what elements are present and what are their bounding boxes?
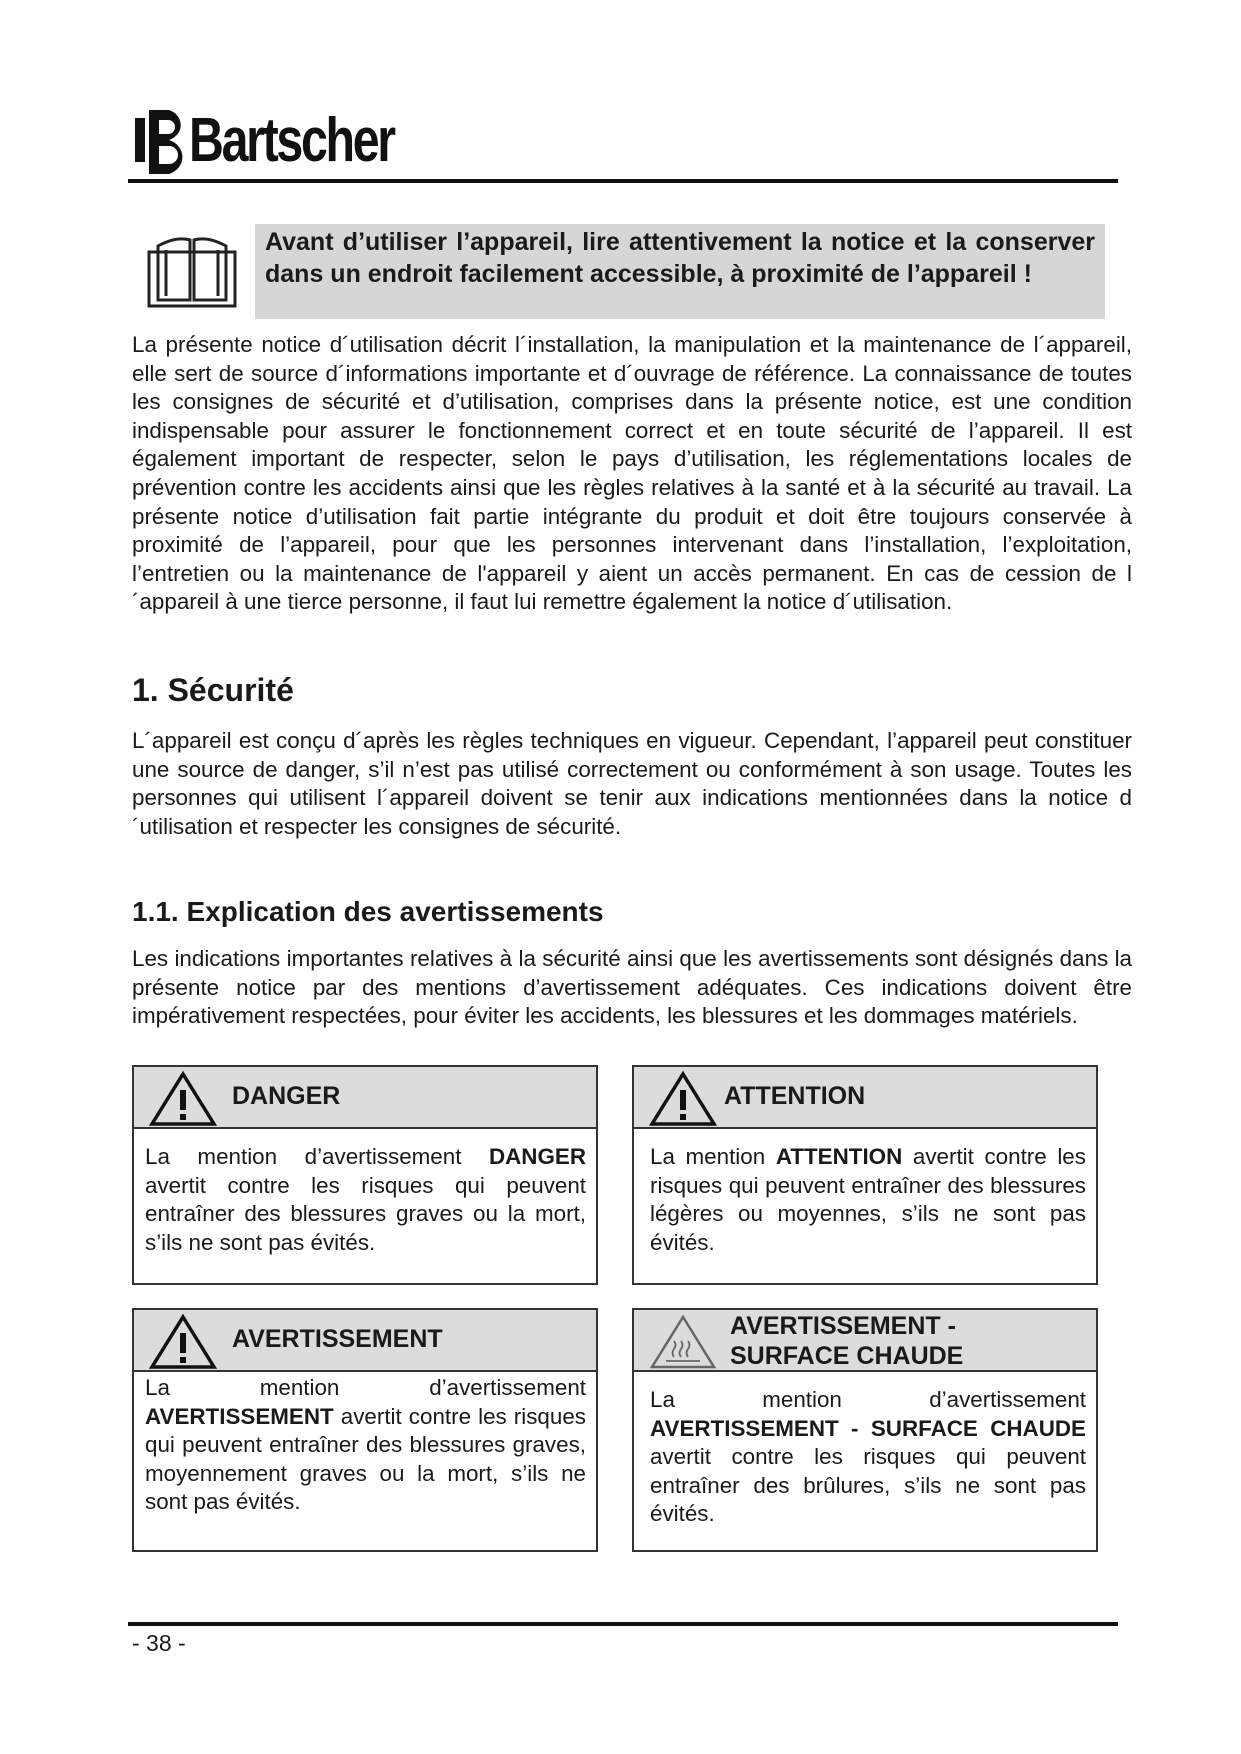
surface-chaude-title (730, 1311, 963, 1371)
avertissement-title: AVERTISSEMENT (232, 1325, 443, 1353)
hot-surface-icon (648, 1313, 718, 1369)
danger-text-pre: La mention d’avertissement (145, 1144, 462, 1169)
surface-chaude-title-line2: SURFACE CHAUDE (730, 1342, 964, 1370)
intro-paragraph: La présente notice d´utilisation décrit l´installation, la manipulation et la maintenance de l´appareil, elle sert de source d´informations importante et d´ouvrage de référence. La connaissance de toutes les consignes de sécurité et d’utilisation, comprises dans la présente notice, est une condition indispensable pour assurer le fonctionnement correct et en toute sécurité de l’appareil. Il est également important de respecter, selon le pays d’utilisation, les réglementations locales de prévention contre les accidents ainsi que les règles relatives à la santé et à la sécurité au travail. La présente notice d’utilisation fait partie intégrante du produit et doit être toujours conservée à proximité de l’appareil, pour que les personnes intervenant dans l’installation, l’exploitation, l’entretien ou la maintenance de l'appareil y aient un accès permanent. En cas de cession de l´appareil à une tierce personne, il faut lui remettre également la notice d´utilisation. (132, 332, 1132, 615)
attention-text-post: avertit contre les risques qui peuvent entraîner des blessures légères ou moyennes, s’ils ne sont pas évités. (650, 1144, 1086, 1255)
avertissement-header (134, 1310, 596, 1372)
warning-triangle-icon (648, 1070, 718, 1126)
surface-chaude-text-post: avertit contre les risques qui peuvent entraîner des brûlures, s’ils ne sont pas évités. (650, 1444, 1086, 1527)
surface-chaude-box (632, 1308, 1098, 1552)
surface-chaude-title-line1: AVERTISSEMENT - (730, 1312, 956, 1340)
danger-text-post: avertit contre les risques qui peuvent entraîner des blessures graves ou la mort, s’ils ne sont pas évités. (145, 1172, 586, 1255)
surface-chaude-text-pre: La mention d’avertissement (650, 1387, 1086, 1412)
attention-text-pre: La mention (650, 1144, 766, 1169)
attention-keyword: ATTENTION (775, 1144, 903, 1169)
surface-chaude-keyword: AVERTISSEMENT - SURFACE CHAUDE (650, 1415, 1086, 1441)
section1-paragraph: L´appareil est conçu d´après les règles techniques en vigueur. Cependant, l’appareil peut constituer une source de danger, s’il n’est pas utilisé correctement ou conformément à son usage. Toutes les personnes qui utilisent l´appareil doivent se tenir aux indications mentionnées dans la notice d´utilisation et respecter les consignes de sécurité. (132, 728, 1132, 839)
section11-paragraph: Les indications importantes relatives à la sécurité ainsi que les avertissements sont désignés dans la présente notice par des mentions d’avertissement adéquates. Ces indications doivent être impérativement respectées, pour éviter les accidents, les blessures et les dommages matériels. (132, 946, 1132, 1029)
surface-chaude-text (634, 1372, 1096, 1529)
bartscher-b-mark-icon (133, 104, 193, 176)
attention-text (634, 1129, 1096, 1257)
danger-header (134, 1067, 596, 1129)
avertissement-box (132, 1308, 598, 1552)
brand-name: Bartscher (189, 105, 394, 175)
read-manual-notice: Avant d’utiliser l’appareil, lire attentivement la notice et la conserver dans un endroit facilement accessible, à proximité de l’appareil ! (255, 224, 1105, 319)
danger-keyword: DANGER (488, 1144, 586, 1169)
avertissement-keyword: AVERTISSEMENT (145, 1403, 334, 1429)
header-rule (128, 179, 1118, 183)
avertissement-text-post: avertit contre les risques qui peuvent entraîner des blessures graves, moyennement graves ou la mort, s’ils ne sont pas évités. (145, 1403, 586, 1515)
page-number: - 38 - (132, 1630, 186, 1656)
avertissement-text-pre: La mention d’avertissement (145, 1375, 586, 1400)
attention-box (632, 1065, 1098, 1285)
attention-header (634, 1067, 1096, 1129)
danger-text (134, 1129, 596, 1257)
avertissement-text (134, 1372, 596, 1517)
surface-chaude-header (634, 1310, 1096, 1372)
section-heading-securite: 1. Sécurité (132, 672, 294, 708)
danger-box (132, 1065, 598, 1285)
attention-title: ATTENTION (724, 1082, 866, 1110)
open-book-icon (146, 230, 238, 310)
footer-rule (128, 1622, 1118, 1626)
section-heading-explication: 1.1. Explication des avertissements (132, 896, 604, 927)
warning-triangle-icon (148, 1313, 218, 1369)
warning-triangle-icon (148, 1070, 218, 1126)
danger-title: DANGER (232, 1082, 341, 1110)
brand-logo (133, 100, 451, 180)
